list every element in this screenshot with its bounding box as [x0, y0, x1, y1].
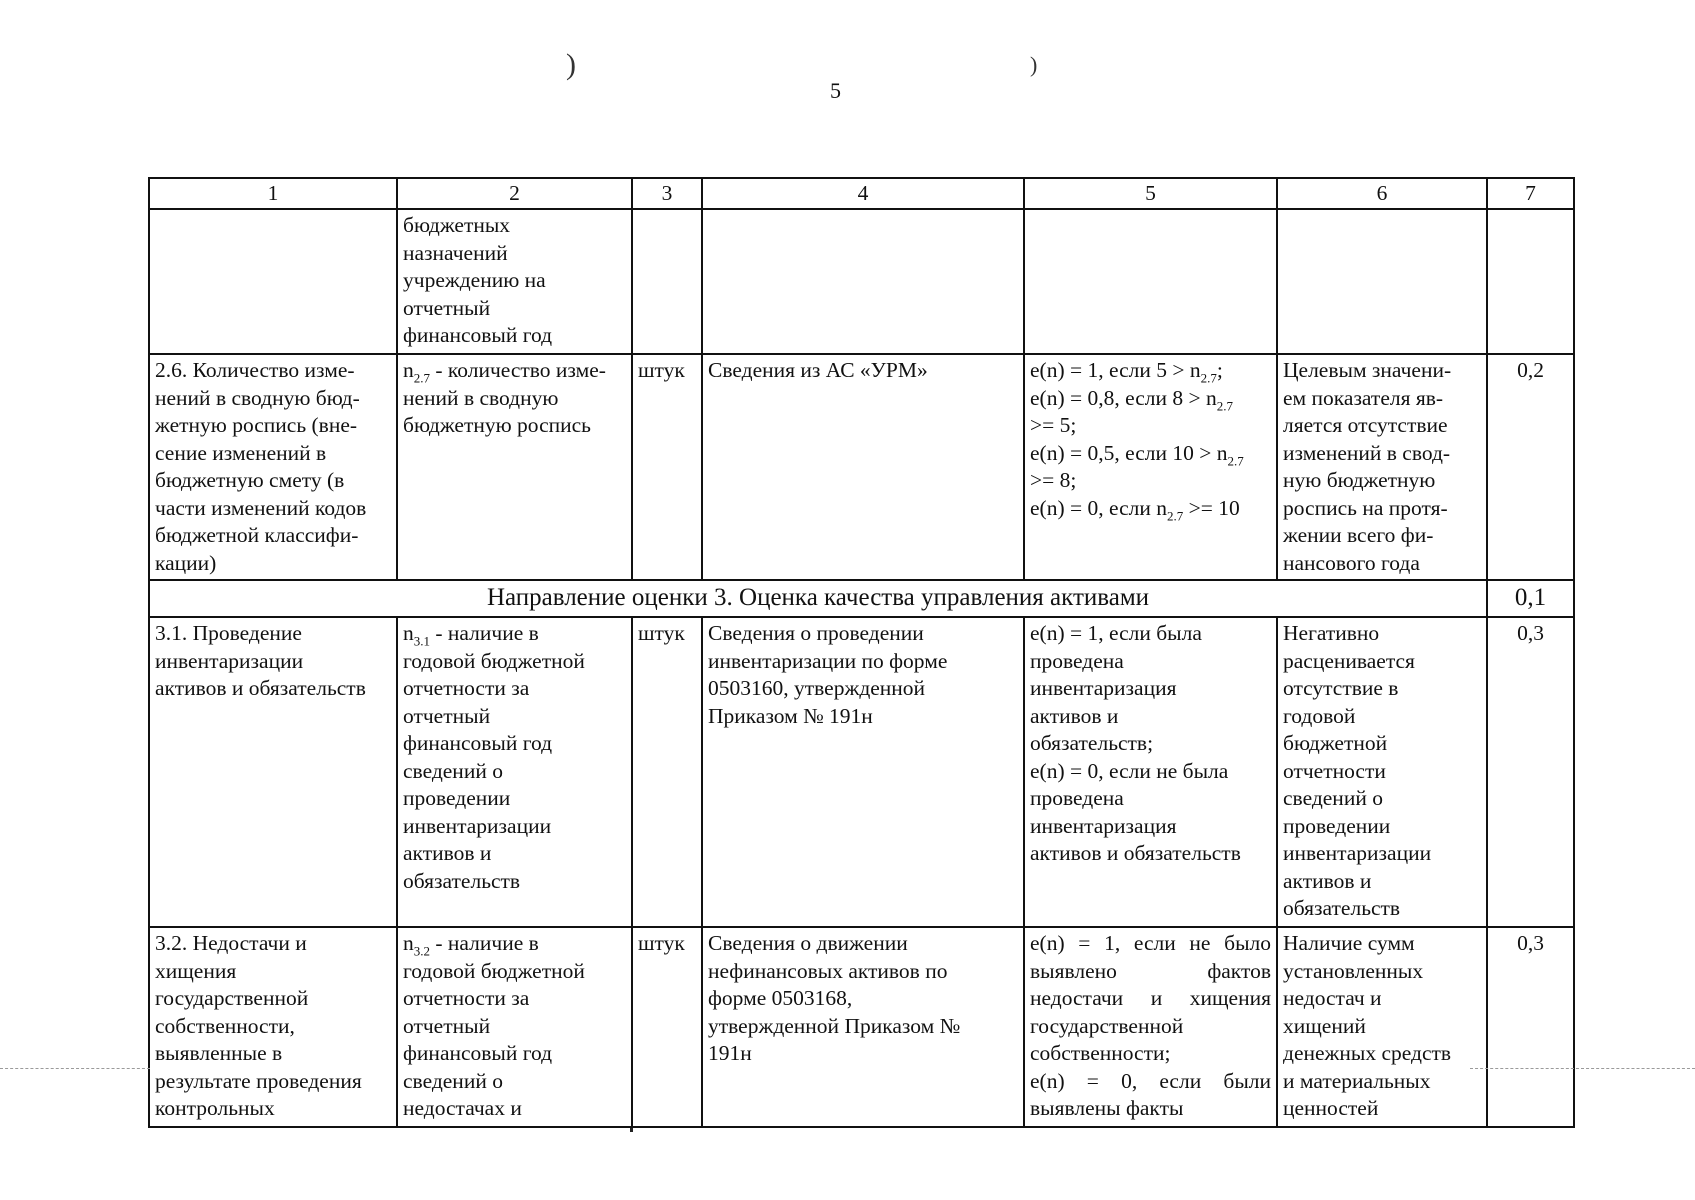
scan-speck	[630, 1128, 633, 1132]
variable-symbol: n	[403, 931, 414, 955]
formula-description-cell	[397, 354, 632, 580]
scoring-rule-cell: e(n) = 1, если была проведена инвентаризация активов и обязательств; e(n) = 0, если не была проведена инвентаризация активов и обязательств	[1024, 617, 1277, 927]
indicator-name-cell: 2.6. Количество изме- нений в сводную бюд- жетную роспись (вне- сение изменений в бюджетную смету (в части изменений кодов бюджетной классифи- кации)	[149, 354, 397, 580]
scoring-rule-text: e(n) = 1, если 5 > n	[1030, 358, 1201, 382]
indicator-name-cell: 3.2. Недостачи и хищения государственной собственности, выявленные в результате проведения контрольных	[149, 927, 397, 1127]
unit-cell: штук	[632, 354, 702, 580]
scoring-rule-text: >= 8;	[1030, 468, 1077, 492]
unit-cell: штук	[632, 617, 702, 927]
scoring-rule-text: >= 10	[1183, 495, 1240, 520]
formula-text: - наличие в годовой бюджетной отчетности за отчетный финансовый год сведений о проведении инвентаризации активов и обязательств	[403, 621, 585, 893]
data-source-cell: Сведения о проведении инвентаризации по форме 0503160, утвержденной Приказом № 191н	[702, 617, 1024, 927]
target-description-cell	[1277, 209, 1487, 354]
variable-symbol: n	[403, 358, 414, 382]
scoring-rule-cell	[1024, 209, 1277, 354]
table-row	[149, 354, 1574, 580]
section-title: Направление оценки 3. Оценка качества управления активами	[149, 580, 1487, 617]
scoring-rule-cell: e(n) = 1, если не было выявлено фактов недостачи и хищения государственной собственности; e(n) = 0, если были выявлены факты	[1024, 927, 1277, 1127]
column-header: 3	[632, 178, 702, 209]
section-row	[149, 580, 1574, 617]
column-header: 4	[702, 178, 1024, 209]
table-header-row	[149, 178, 1574, 209]
scan-fold-line	[0, 1068, 150, 1069]
data-source-cell	[702, 209, 1024, 354]
variable-subscript: 2.7	[1227, 452, 1244, 468]
scoring-rule-cell	[1024, 354, 1277, 580]
table-row	[149, 209, 1574, 354]
formula-description-cell	[397, 927, 632, 1127]
variable-subscript: 2.7	[1166, 507, 1184, 523]
scoring-rule-text: e(n) = 0, если n	[1030, 495, 1167, 520]
target-description-cell: Негативно расценивается отсутствие в годовой бюджетной отчетности сведений о проведении инвентаризации активов и обязательств	[1277, 617, 1487, 927]
data-source-cell: Сведения из АС «УРМ»	[702, 354, 1024, 580]
page-number: 5	[830, 78, 841, 103]
weight-cell	[1487, 209, 1574, 354]
target-description-cell: Целевым значени- ем показателя яв- ляется отсутствие изменений в свод- ную бюджетную роспись на протя- жении всего фи- нансового года	[1277, 354, 1487, 580]
formula-text: - наличие в годовой бюджетной отчетности за отчетный финансовый год сведений о недостачах и	[403, 931, 585, 1120]
variable-subscript: 3.2	[413, 943, 430, 959]
column-header: 6	[1277, 178, 1487, 209]
target-description-cell: Наличие сумм установленных недостач и хищений денежных средств и материальных ценностей	[1277, 927, 1487, 1127]
weight-cell: 0,3	[1487, 617, 1574, 927]
variable-subscript: 2.7	[1216, 397, 1233, 413]
column-header: 1	[149, 178, 397, 209]
formula-description-cell: бюджетных назначений учреждению на отчетный финансовый год	[397, 209, 632, 354]
column-header: 2	[397, 178, 632, 209]
data-source-cell: Сведения о движении нефинансовых активов по форме 0503168, утвержденной Приказом № 191н	[702, 927, 1024, 1127]
unit-cell: штук	[632, 927, 702, 1127]
formula-text: - количество изме- нений в сводную бюджетную роспись	[403, 358, 606, 437]
formula-description-cell	[397, 617, 632, 927]
section-weight: 0,1	[1487, 580, 1574, 617]
indicator-name-cell	[149, 209, 397, 354]
evaluation-table	[148, 177, 1575, 1128]
column-header: 7	[1487, 178, 1574, 209]
scan-artifact-mark: )	[1030, 52, 1038, 77]
variable-subscript: 3.1	[413, 633, 430, 649]
weight-cell: 0,2	[1487, 354, 1574, 580]
scoring-rule-text: >= 5;	[1030, 413, 1077, 437]
variable-symbol: n	[403, 621, 414, 645]
variable-subscript: 2.7	[413, 370, 430, 386]
weight-cell: 0,3	[1487, 927, 1574, 1127]
table-row	[149, 927, 1574, 1127]
scan-artifact-mark: )	[566, 48, 576, 81]
unit-cell	[632, 209, 702, 354]
variable-subscript: 2.7	[1200, 370, 1217, 386]
scoring-rule-text: e(n) = 0,8, если 8 > n	[1030, 385, 1217, 410]
scan-fold-line	[1470, 1068, 1695, 1069]
table-row	[149, 617, 1574, 927]
scoring-rule-text: ;	[1216, 358, 1223, 382]
scoring-rule-text: e(n) = 0,5, если 10 > n	[1030, 440, 1228, 465]
indicator-name-cell: 3.1. Проведение инвентаризации активов и обязательств	[149, 617, 397, 927]
column-header: 5	[1024, 178, 1277, 209]
